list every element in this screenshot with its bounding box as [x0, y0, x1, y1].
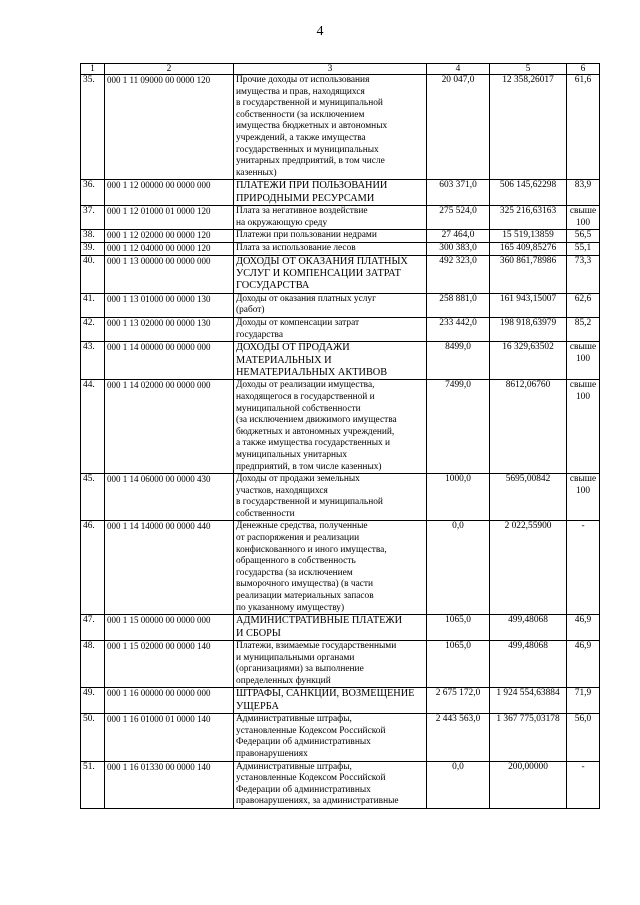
budget-code: 000 1 14 00000 00 0000 000: [105, 342, 234, 380]
revenue-name-line: по указанному имуществу): [236, 602, 345, 613]
execution-percent-line: 56,0: [574, 714, 592, 725]
revenue-name-line: ПРИРОДНЫМИ РЕСУРСАМИ: [236, 192, 375, 204]
table-row: [81, 293, 600, 317]
table-row: [81, 342, 600, 380]
actual-amount: 499,48068: [490, 641, 567, 688]
revenue-name-line: Доходы от компенсации затрат: [236, 317, 360, 328]
revenue-name-line: государственных и муниципальных: [236, 144, 379, 155]
table-row: [81, 761, 600, 808]
actual-amount: 161 943,15007: [490, 293, 567, 317]
revenue-name-line: (организациями) за выполнение: [236, 664, 364, 675]
budget-code: 000 1 15 02000 00 0000 140: [105, 641, 234, 688]
budget-code: 000 1 14 14000 00 0000 440: [105, 521, 234, 615]
row-number: 40.: [81, 255, 105, 293]
execution-percent: [567, 521, 600, 615]
execution-percent: [567, 230, 600, 243]
planned-amount: 27 464,0: [427, 230, 490, 243]
budget-code: 000 1 12 04000 00 0000 120: [105, 242, 234, 255]
revenue-name: [234, 521, 427, 615]
revenue-name-line: Плата за использование лесов: [236, 242, 356, 253]
execution-percent-line: 61,6: [574, 75, 592, 85]
revenue-name-line: государства (за исключением: [236, 567, 353, 578]
execution-percent-line: свыше: [569, 206, 597, 217]
row-number: 38.: [81, 230, 105, 243]
execution-percent-line: свыше: [569, 380, 597, 391]
table-row: [81, 641, 600, 688]
revenue-name-line: а также имущества государственных и: [236, 438, 391, 449]
planned-amount: 492 323,0: [427, 255, 490, 293]
revenue-name-line: собственности: [236, 508, 295, 519]
revenue-name-line: ПЛАТЕЖИ ПРИ ПОЛЬЗОВАНИИ: [236, 180, 388, 192]
revenue-name: [234, 761, 427, 808]
budget-code: 000 1 13 02000 00 0000 130: [105, 317, 234, 341]
revenue-name-line: правонарушениях: [236, 749, 308, 759]
revenue-name-line: имущества и прав, находящихся: [236, 86, 365, 97]
planned-amount: 258 881,0: [427, 293, 490, 317]
planned-amount: 2 443 563,0: [427, 714, 490, 761]
revenue-name-line: УСЛУГ И КОМПЕНСАЦИИ ЗАТРАТ: [236, 267, 401, 279]
header-cell: 5: [490, 64, 567, 75]
revenue-name: [234, 206, 427, 230]
planned-amount: 300 383,0: [427, 242, 490, 255]
budget-code: 000 1 13 00000 00 0000 000: [105, 255, 234, 293]
revenue-name: [234, 342, 427, 380]
table-row: [81, 688, 600, 714]
execution-percent: [567, 180, 600, 206]
budget-code: 000 1 12 01000 01 0000 120: [105, 206, 234, 230]
revenue-name: [234, 714, 427, 761]
header-cell: 6: [567, 64, 600, 75]
revenue-name-line: в государственной и муниципальной: [236, 98, 383, 109]
table-row: [81, 615, 600, 641]
revenue-name-line: установленные Кодексом Российской: [236, 725, 386, 736]
execution-percent: [567, 317, 600, 341]
planned-amount: 1065,0: [427, 641, 490, 688]
table-row: [81, 317, 600, 341]
revenue-name: [234, 255, 427, 293]
revenue-name-line: установленные Кодексом Российской: [236, 773, 386, 784]
execution-percent: [567, 615, 600, 641]
execution-percent: [567, 75, 600, 180]
planned-amount: 603 371,0: [427, 180, 490, 206]
revenue-name: [234, 474, 427, 521]
revenue-name-line: ГОСУДАРСТВА: [236, 280, 310, 292]
revenue-name: [234, 317, 427, 341]
table-row: [81, 180, 600, 206]
revenue-name-line: Административные штрафы,: [236, 761, 352, 772]
revenue-name-line: Федерации об административных: [236, 737, 371, 748]
execution-percent-line: -: [581, 521, 585, 532]
revenue-name: [234, 688, 427, 714]
revenue-name-line: Платежи при пользовании недрами: [236, 230, 377, 241]
row-number: 46.: [81, 521, 105, 615]
execution-percent-line: 73,3: [574, 255, 592, 266]
revenue-name-line: государства: [236, 329, 284, 340]
revenue-name: [234, 230, 427, 243]
actual-amount: 15 519,13859: [490, 230, 567, 243]
execution-percent-line: 100: [575, 217, 591, 228]
revenue-name-line: выморочного имущества) (в части: [236, 579, 374, 590]
actual-amount: 1 924 554,63884: [490, 688, 567, 714]
budget-code: 000 1 13 01000 00 0000 130: [105, 293, 234, 317]
revenue-name-line: от распоряжения и реализации: [236, 533, 360, 544]
execution-percent: [567, 255, 600, 293]
row-number: 48.: [81, 641, 105, 688]
revenue-name-line: имущества бюджетных и автономных: [236, 121, 388, 132]
execution-percent-line: 46,9: [574, 615, 592, 626]
revenue-name-line: казенных): [236, 167, 277, 178]
revenue-table: [80, 63, 600, 809]
revenue-name-line: (за исключением движимого имущества: [236, 415, 397, 426]
execution-percent-line: 100: [575, 391, 591, 402]
header-cell: 2: [105, 64, 234, 75]
planned-amount: 0,0: [427, 521, 490, 615]
revenue-name-line: Федерации об административных: [236, 784, 371, 795]
row-number: 45.: [81, 474, 105, 521]
actual-amount: 506 145,62298: [490, 180, 567, 206]
row-number: 37.: [81, 206, 105, 230]
execution-percent: [567, 714, 600, 761]
actual-amount: 2 022,55900: [490, 521, 567, 615]
table-row: [81, 75, 600, 180]
row-number: 47.: [81, 615, 105, 641]
revenue-name-line: НЕМАТЕРИАЛЬНЫХ АКТИВОВ: [236, 366, 388, 378]
budget-code: 000 1 12 00000 00 0000 000: [105, 180, 234, 206]
row-number: 49.: [81, 688, 105, 714]
planned-amount: 1065,0: [427, 615, 490, 641]
budget-code: 000 1 16 01330 00 0000 140: [105, 761, 234, 808]
planned-amount: 20 047,0: [427, 75, 490, 180]
revenue-name-line: определенных функций: [236, 675, 331, 686]
actual-amount: 16 329,63502: [490, 342, 567, 380]
planned-amount: 0,0: [427, 761, 490, 808]
execution-percent-line: 62,6: [574, 293, 592, 304]
revenue-name-line: Административные штрафы,: [236, 714, 352, 725]
revenue-name: [234, 380, 427, 474]
revenue-name-line: унитарных предприятий, в том числе: [236, 156, 385, 167]
table-row: [81, 242, 600, 255]
execution-percent-line: свыше: [569, 342, 597, 353]
header-cell: 1: [81, 64, 105, 75]
actual-amount: 198 918,63979: [490, 317, 567, 341]
budget-code: 000 1 11 09000 00 0000 120: [105, 75, 234, 180]
execution-percent-line: 71,9: [574, 688, 592, 699]
revenue-name-line: в государственной и муниципальной: [236, 497, 383, 508]
revenue-name-line: правонарушениях, за административные: [236, 796, 399, 807]
table-row: [81, 206, 600, 230]
execution-percent: [567, 380, 600, 474]
planned-amount: 233 442,0: [427, 317, 490, 341]
revenue-name-line: И СБОРЫ: [236, 627, 281, 639]
execution-percent-line: 56,5: [574, 230, 592, 241]
execution-percent-line: свыше: [569, 474, 597, 485]
revenue-name: [234, 180, 427, 206]
table-row: [81, 230, 600, 243]
table-row: [81, 521, 600, 615]
actual-amount: 8612,06760: [490, 380, 567, 474]
revenue-name-line: реализации материальных запасов: [236, 591, 374, 602]
table-row: [81, 714, 600, 761]
row-number: 39.: [81, 242, 105, 255]
header-cell: 4: [427, 64, 490, 75]
execution-percent-line: 85,2: [574, 317, 592, 328]
actual-amount: 499,48068: [490, 615, 567, 641]
budget-code: 000 1 16 00000 00 0000 000: [105, 688, 234, 714]
execution-percent-line: 46,9: [574, 641, 592, 652]
actual-amount: 325 216,63163: [490, 206, 567, 230]
revenue-name: [234, 242, 427, 255]
table-row: [81, 380, 600, 474]
planned-amount: 8499,0: [427, 342, 490, 380]
row-number: 44.: [81, 380, 105, 474]
actual-amount: 360 861,78986: [490, 255, 567, 293]
revenue-name-line: Доходы от оказания платных услуг: [236, 293, 376, 304]
header-row: [81, 64, 600, 75]
revenue-name-line: муниципальных унитарных: [236, 449, 348, 460]
actual-amount: 200,00000: [490, 761, 567, 808]
execution-percent: [567, 342, 600, 380]
revenue-name-line: собственности (за исключением: [236, 109, 365, 120]
budget-code: 000 1 14 06000 00 0000 430: [105, 474, 234, 521]
row-number: 35.: [81, 75, 105, 180]
revenue-name-line: муниципальной собственности: [236, 403, 361, 414]
execution-percent: [567, 293, 600, 317]
revenue-name-line: Денежные средства, полученные: [236, 521, 368, 532]
execution-percent: [567, 242, 600, 255]
revenue-name-line: обращенного в собственность: [236, 556, 356, 567]
revenue-name-line: ШТРАФЫ, САНКЦИИ, ВОЗМЕЩЕНИЕ: [236, 688, 415, 700]
budget-code: 000 1 15 00000 00 0000 000: [105, 615, 234, 641]
planned-amount: 1000,0: [427, 474, 490, 521]
revenue-name-line: и муниципальными органами: [236, 652, 355, 663]
row-number: 51.: [81, 761, 105, 808]
revenue-name-line: АДМИНИСТРАТИВНЫЕ ПЛАТЕЖИ: [236, 615, 403, 627]
revenue-name-line: учреждений, а также имущества: [236, 132, 366, 143]
execution-percent-line: 100: [575, 353, 591, 364]
revenue-name-line: Доходы от продажи земельных: [236, 474, 360, 485]
revenue-name-line: предприятий, в том числе казенных): [236, 461, 382, 472]
header-cell: 3: [234, 64, 427, 75]
revenue-name-line: находящегося в государственной и: [236, 391, 375, 402]
table-row: [81, 255, 600, 293]
execution-percent: [567, 688, 600, 714]
budget-code: 000 1 16 01000 01 0000 140: [105, 714, 234, 761]
actual-amount: 12 358,26017: [490, 75, 567, 180]
actual-amount: 5695,00842: [490, 474, 567, 521]
revenue-name: [234, 641, 427, 688]
revenue-name-line: Доходы от реализации имущества,: [236, 380, 375, 391]
actual-amount: 165 409,85276: [490, 242, 567, 255]
actual-amount: 1 367 775,03178: [490, 714, 567, 761]
row-number: 43.: [81, 342, 105, 380]
revenue-name-line: Прочие доходы от использования: [236, 75, 370, 85]
revenue-name-line: (работ): [236, 305, 265, 316]
planned-amount: 7499,0: [427, 380, 490, 474]
revenue-name: [234, 293, 427, 317]
budget-code: 000 1 14 02000 00 0000 000: [105, 380, 234, 474]
execution-percent-line: 55,1: [574, 242, 592, 253]
revenue-name-line: участков, находящихся: [236, 485, 328, 496]
execution-percent-line: 83,9: [574, 180, 592, 191]
revenue-name-line: МАТЕРИАЛЬНЫХ И: [236, 354, 332, 366]
revenue-name-line: ДОХОДЫ ОТ ПРОДАЖИ: [236, 342, 350, 354]
row-number: 50.: [81, 714, 105, 761]
execution-percent-line: -: [581, 761, 585, 772]
budget-code: 000 1 12 02000 00 0000 120: [105, 230, 234, 243]
planned-amount: 2 675 172,0: [427, 688, 490, 714]
execution-percent: [567, 761, 600, 808]
row-number: 41.: [81, 293, 105, 317]
table-row: [81, 474, 600, 521]
execution-percent: [567, 206, 600, 230]
revenue-name-line: ДОХОДЫ ОТ ОКАЗАНИЯ ПЛАТНЫХ: [236, 255, 408, 267]
revenue-name-line: конфискованного и иного имущества,: [236, 544, 387, 555]
revenue-name-line: Платежи, взимаемые государственными: [236, 641, 397, 652]
execution-percent: [567, 474, 600, 521]
revenue-name-line: Плата за негативное воздействие: [236, 206, 368, 217]
revenue-name-line: бюджетных и автономных учреждений,: [236, 426, 395, 437]
execution-percent-line: 100: [575, 485, 591, 496]
row-number: 42.: [81, 317, 105, 341]
page-number: 4: [316, 24, 324, 39]
revenue-name-line: УЩЕРБА: [236, 700, 279, 712]
revenue-name: [234, 615, 427, 641]
row-number: 36.: [81, 180, 105, 206]
planned-amount: 275 524,0: [427, 206, 490, 230]
execution-percent: [567, 641, 600, 688]
revenue-name: [234, 75, 427, 180]
revenue-name-line: на окружающую среду: [236, 217, 328, 228]
